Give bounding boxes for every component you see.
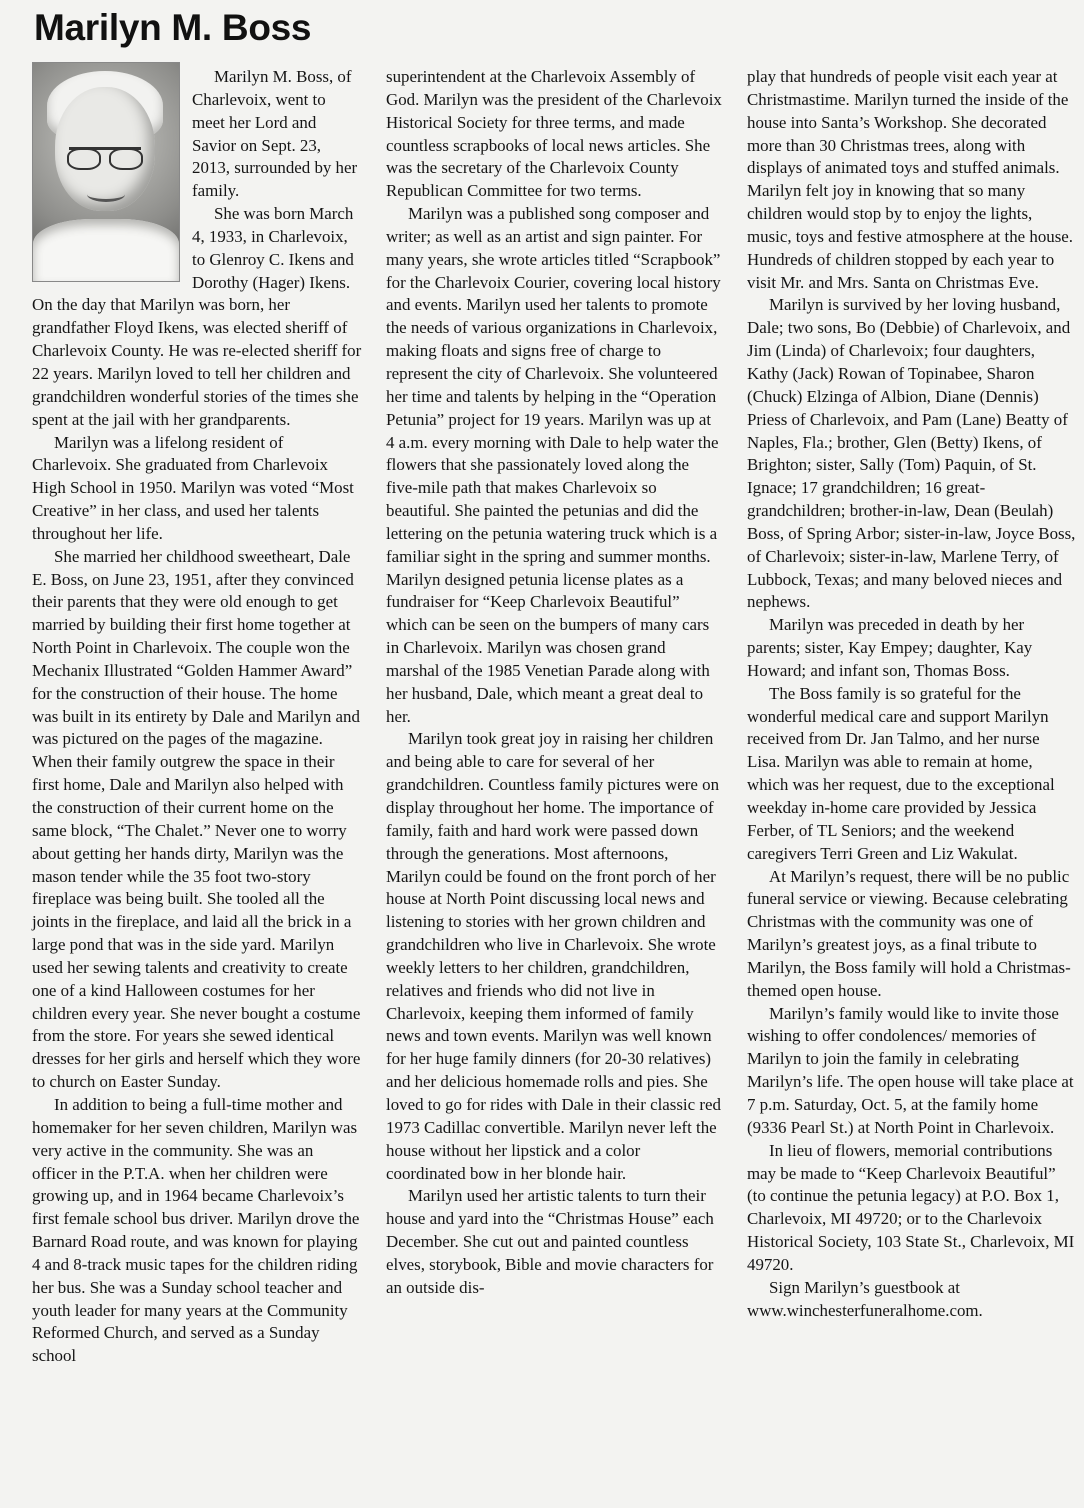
paragraph: Marilyn M. Boss, of Charlevoix, went to meet her Lord and Savior on Sept. 23, 2013, surrounded by her family. [192, 67, 358, 201]
guestbook-link: Sign Marilyn’s guestbook at www.winchesterfuneralhome.com. [747, 1277, 983, 1320]
paragraph: At Marilyn’s request, there will be no public funeral service or viewing. Because celebrating Christmas with the community was one of Marilyn’s greatest joys, as a final tribute to Marilyn, the Boss family will hold a Christmas-themed open house. [747, 866, 1071, 1000]
column-3 [747, 66, 1077, 1322]
paragraph: Marilyn is survived by her loving husband, Dale; two sons, Bo (Debbie) of Charlevoix, and Jim (Linda) of Charlevoix; four daughters, Kathy (Jack) Rowan of Topinabee, Sharon (Chuck) Elzinga of Albion, Diane (Dennis) Priess of Charlevoix, and Pam (Lane) Beatty of Naples, Fla.; brother, Glen (Betty) Ikens, of Brighton; sister, Sally (Tom) Paquin, of St. Ignace; 17 grandchildren; 16 great-grandchildren; brother-in-law, Dean (Beulah) Boss, of Spring Arbor; sister-in-law, Joyce Boss, of Charlevoix; sister-in-law, Marlene Terry, of Lubbock, Texas; and many beloved nieces and nephews. [747, 295, 1076, 612]
obituary-headline: Marilyn M. Boss [34, 7, 312, 48]
paragraph: superintendent at the Charlevoix Assembly of God. Marilyn was the president of the Charlevoix Historical Society for three terms, and made countless scrapbooks of local news articles. She was the secretary of the Charlevoix County Republican Committee for two terms. [386, 67, 722, 201]
paragraph: The Boss family is so grateful for the wonderful medical care and support Marilyn received from Dr. Jan Talmo, and her nurse Lisa. Marilyn was able to remain at home, which was her request, due to the exceptional weekday in-home care provided by Jessica Ferber, of TL Seniors; and the weekend caregivers Terri Green and Liz Wakulat. [747, 683, 1055, 863]
paragraph: In addition to being a full-time mother and homemaker for her seven children, Marilyn was very active in the community. She was an officer in the P.T.A. when her children were growing up, and in 1964 became Charlevoix’s first female school bus driver. Marilyn drove the Barnard Road route, and was known for playing 4 and 8-track music tapes for the children riding her bus. She was a Sunday school teacher and youth leader for many years at the Community Reformed Church, and served as a Sunday school [32, 1094, 360, 1366]
paragraph: In lieu of flowers, memorial contributions may be made to “Keep Charlevoix Beautiful” (to continue the petunia legacy) at P.O. Box 1, Charlevoix, MI 49720; or to the Charlevoix Historical Society, 103 State St., Charlevoix, MI 49720. [747, 1140, 1075, 1274]
paragraph: Marilyn was preceded in death by her parents; sister, Kay Empey; daughter, Kay Howard; and infant son, Thomas Boss. [747, 615, 1033, 680]
paragraph: She was born March 4, 1933, in Charlevoix, to Glenroy C. Ikens and Dorothy (Hager) Ikens. On the day that Marilyn was born, her grandfather Floyd Ikens, was elected sheriff of Charlevoix County. He was re-elected sheriff for 22 years. Marilyn loved to tell her children and grandchildren wonderful stories of the times she spent at the jail with her grandparents. [32, 204, 362, 429]
paragraph: Marilyn took great joy in raising her children and being able to care for several of her grandchildren. Countless family pictures were on display throughout her home. The importance of family, faith and hard work were passed down through the generations. Most afternoons, Marilyn could be found on the front porch of her house at North Point discussing local news and listening to stories with her grown children and grandchildren who live in Charlevoix. She wrote weekly letters to her children, grandchildren, relatives and friends who did not live in Charlevoix, keeping them informed of family news and town events. Marilyn was well known for her huge family dinners (for 20-30 relatives) and her delicious homemade rolls and pies. She loved to go for rides with Dale in their classic red 1973 Cadillac convertible. Marilyn never left the house without her lipstick and a color coordinated bow in her blonde hair. [386, 729, 721, 1183]
paragraph: Marilyn was a published song composer and writer; as well as an artist and sign painter. For many years, she wrote articles titled “Scrapbook” for the Charlevoix Courier, covering local history and events. Marilyn used her talents to promote the needs of various organizations in Charlevoix, making floats and signs free of charge to represent the city of Charlevoix. She volunteered her time and talents by helping in the “Operation Petunia” project for 19 years. Marilyn was up at 4 a.m. every morning with Dale to help water the flowers that she passionately loved along the five-mile path that makes Charlevoix so beautiful. She painted the petunias and did the lettering on the petunia watering truck which is a familiar sight in the spring and summer months. Marilyn designed petunia license plates as a fundraiser for “Keep Charlevoix Beautiful” which can be seen on the bumpers of many cars in Charlevoix. Marilyn was chosen grand marshal of the 1985 Venetian Parade along with her husband, Dale, which meant a great deal to her. [386, 204, 721, 726]
paragraph: She married her childhood sweetheart, Dale E. Boss, on June 23, 1951, after they convinced their parents that they were old enough to get married by building their first home together at North Point in Charlevoix. The couple won the Mechanix Illustrated “Golden Hammer Award” for the construction of their house. The home was built in its entirety by Dale and Marilyn and was pictured on the pages of the magazine. When their family outgrew the space in their first home, Dale and Marilyn also helped with the construction of their current home on the same block, “The Chalet.” Never one to worry about getting her hands dirty, Marilyn was the mason tender while the 35 foot two-story fireplace was being built. She tooled all the joints in the fireplace, and laid all the brick in a large pond that was in the side yard. Marilyn used her sewing talents and creativity to create one of a kind Halloween costumes for her children every year. She never bought a costume from the store. For years she sewed identical dresses for her girls and herself which they wore to church on Easter Sunday. [32, 546, 361, 1092]
paragraph: Marilyn’s family would like to invite those wishing to offer condolences/ memories of Marilyn to join the family in celebrating Marilyn’s life. The open house will take place at 7 p.m. Saturday, Oct. 5, at the family home (9336 Pearl St.) at North Point in Charlevoix. [747, 1003, 1074, 1137]
paragraph: Marilyn was a lifelong resident of Charlevoix. She graduated from Charlevoix High School in 1950. Marilyn was voted “Most Creative” in her class, and used her talents throughout her life. [32, 432, 354, 543]
portrait-photo [32, 62, 180, 282]
column-2 [386, 66, 722, 1300]
column-1 [32, 66, 362, 1368]
paragraph: play that hundreds of people visit each year at Christmastime. Marilyn turned the inside of the house into Santa’s Workshop. She decorated more than 30 Christmas trees, along with displays of animated toys and stuffed animals. Marilyn felt joy in knowing that so many children would stop by to enjoy the lights, music, toys and festive atmosphere at the house. Hundreds of children stopped by each year to visit Mr. and Mrs. Santa on Christmas Eve. [747, 67, 1074, 292]
paragraph: Marilyn used her artistic talents to turn their house and yard into the “Christmas House” each December. She cut out and painted countless elves, storybook, Bible and movie characters for an outside dis- [386, 1186, 714, 1297]
